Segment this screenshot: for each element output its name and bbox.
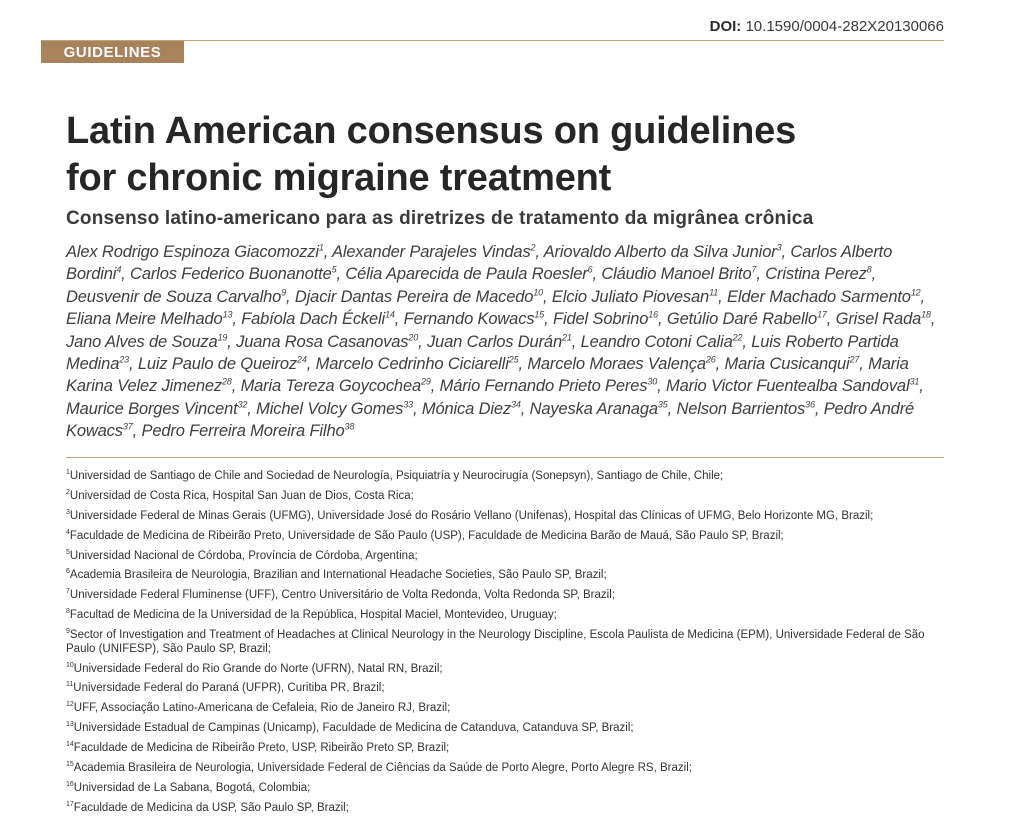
affiliation-text: Faculdade de Medicina da USP, São Paulo SP, Brazil; [73, 801, 349, 814]
author-affiliation-number: 28 [221, 376, 232, 387]
author [836, 310, 931, 328]
affiliation-number: 13 [66, 721, 74, 729]
author-affiliation-number: 6 [587, 264, 593, 275]
author-name: Alex Rodrigo Espinoza Giacomozzi [66, 243, 319, 261]
author [404, 310, 544, 328]
author-affiliation-number: 7 [751, 264, 757, 275]
affiliation-number: 7 [66, 588, 70, 596]
author [66, 243, 324, 261]
author-name: Alexander Parajeles Vindas [332, 243, 531, 261]
affiliation-item [66, 742, 946, 756]
author-affiliation-number: 20 [408, 332, 419, 343]
author [332, 243, 535, 261]
author [236, 333, 418, 351]
author-affiliation-number: 15 [534, 309, 545, 320]
author-affiliation-number: 8 [866, 264, 872, 275]
author [666, 377, 919, 395]
affiliation-text: Academia Brasileira de Neurologia, Brazilian and International Headache Societies, São Paulo SP, Brazil; [69, 569, 607, 582]
author-affiliation-number: 38 [344, 421, 355, 432]
author-affiliation-number: 24 [297, 354, 307, 365]
author-name: Juan Carlos Durán [426, 332, 562, 351]
author [530, 400, 668, 418]
affiliation-item [66, 550, 946, 564]
affiliation-item [66, 589, 946, 603]
affiliation-item [66, 663, 946, 677]
author-affiliation-number: 1 [318, 242, 324, 253]
author-affiliation-number: 26 [705, 354, 716, 365]
affiliation-text: Universidade Federal do Paraná (UFPR), Curitiba PR, Brazil; [73, 682, 385, 695]
affiliation-number: 8 [66, 608, 70, 616]
author-name: Djacir Dantas Pereira de Macedo [294, 287, 534, 306]
author [765, 265, 871, 283]
author [66, 288, 286, 306]
author-affiliation-number: 32 [237, 399, 248, 410]
affiliation-item [66, 530, 946, 544]
author-affiliation-number: 2 [530, 242, 536, 253]
author-name: Getúlio Daré Rabello [666, 310, 818, 329]
author-name: Fabíola Dach Éckeli [241, 310, 386, 329]
author-affiliation-number: 19 [217, 332, 228, 343]
affiliation-number: 6 [66, 568, 70, 576]
doi-value[interactable]: 10.1590/0004-282X20130066 [745, 18, 944, 35]
author [440, 377, 658, 395]
affiliation-list [66, 470, 946, 822]
affiliation-text: Faculdade de Medicina de Ribeirão Preto, Universidade de São Paulo (USP), Faculdade de Medicina Barão de Mauá, São Paulo SP, Brazil; [69, 529, 784, 542]
author-affiliation-number: 12 [910, 287, 921, 298]
author-affiliation-number: 14 [385, 309, 395, 320]
affiliation-item [66, 802, 946, 816]
affiliation-item [66, 490, 946, 504]
author-list: Alex Rodrigo Espinoza Giacomozzi$^1$, Alexander Parajeles Vindas$^2$, Ariovaldo Alberto da Silva Junior$^3$, Carlos Alberto Bordini$^4$, Carlos Federico Buonanotte$^5$, Célia Aparecida de Paula Roesler$^6$, Cláudio Manoel Brito$^7$, Cristina Perez$^8$, Deusvenir de Souza Carvalho$^9$, Djacir Dantas Pereira de Macedo$^{10}$, Elcio Juliato Piovesan$^{11}$, Elder Machado Sarmento$^{12}$, Eliana Meire Melhado$^{13}$, Fabíola Dach Éckeli$^{14}$, Fernando Kowacs$^{15}$, Fidel Sobrino$^{16}$, Getúlio Daré Rabello$^{17}$, Grisel Rada$^{18}$, Jano Alves de Souza$^{19}$, Juana Rosa Casanovas$^{20}$, Juan Carlos Durán$^{21}$, Leandro Cotoni Calia$^{22}$, Luis Roberto Partida Medina$^{23}$, Luiz Paulo de Queiroz$^{24}$, Marcelo Cedrinho Ciciarelli$^{25}$, Marcelo Moraes Valença$^{26}$, Maria Cusicanqui$^{27}$, Maria Karina Velez Jimenez$^{28}$, Maria Tereza Goycochea$^{29}$, Mário Fernando Prieto Peres$^{30}$, Mario Victor Fuentealba Sandoval$^{31}$, Maurice Borges Vincent$^{32}$, Michel Volcy Gomes$^{33}$, Mónica Diez$^{34}$, Nayeska Aranaga$^{35}$, Nelson Barrientos$^{36}$, Pedro André Kowacs$^{37}$, Pedro Ferreira Moreira Filho$^{38}$ [66, 242, 936, 441]
affiliation-number: 3 [66, 508, 70, 516]
affiliation-number: 4 [66, 528, 70, 536]
affiliation-number: 9 [66, 628, 70, 636]
author-name: Marcelo Moraes Valença [527, 355, 706, 374]
affiliation-number: 17 [66, 800, 74, 808]
author-affiliation-number: 23 [119, 354, 129, 365]
author-affiliation-number: 11 [709, 287, 719, 298]
doi-line [660, 18, 944, 35]
author-affiliation-number: 13 [222, 309, 233, 320]
affiliation-text: Facultad de Medicina de la Universidad de la República, Hospital Maciel, Montevideo, Uruguay; [69, 609, 557, 622]
author-name: Pedro André Kowacs [66, 399, 915, 441]
author-affiliation-number: 31 [909, 376, 920, 387]
affiliation-item [66, 629, 946, 656]
affiliation-number: 14 [66, 741, 74, 749]
author-affiliation-number: 37 [122, 421, 133, 432]
affiliation-item [66, 762, 946, 776]
author-name: Maria Cusicanqui [724, 355, 850, 374]
author-name: Michel Volcy Gomes [256, 399, 404, 418]
author-affiliation-number: 34 [510, 399, 521, 410]
author-name: Deusvenir de Souza Carvalho [66, 287, 282, 306]
author-name: Luis Roberto Partida Medina [66, 332, 899, 374]
author-name: Mónica Diez [421, 399, 511, 418]
author [141, 422, 354, 440]
author-name: Célia Aparecida de Paula Roesler [345, 265, 588, 284]
author-name: Carlos Alberto Bordini [66, 243, 893, 284]
author-affiliation-number: 35 [657, 399, 668, 410]
author-affiliation-number: 17 [817, 309, 827, 320]
author [295, 288, 543, 306]
affiliation-number: 5 [66, 548, 70, 556]
author-name: Elder Machado Sarmento [727, 287, 911, 306]
author [676, 400, 814, 418]
affiliation-text: UFF, Associação Latino-Americana de Cefaleia, Rio de Janeiro RJ, Brazil; [73, 702, 451, 715]
author-name: Mario Victor Fuentealba Sandoval [666, 377, 910, 396]
author-name: Cristina Perez [765, 265, 867, 284]
affiliation-rule [66, 457, 944, 458]
author [138, 355, 307, 373]
author-affiliation-number: 27 [849, 354, 860, 365]
author-name: Ariovaldo Alberto da Silva Junior [543, 243, 777, 261]
author-name: Maria Karina Velez Jimenez [66, 355, 909, 396]
affiliation-text: Universidade Federal do Rio Grande do Norte (UFRN), Natal RN, Brazil; [73, 662, 443, 675]
author-name: Nayeska Aranaga [529, 399, 658, 418]
author-affiliation-number: 29 [421, 376, 431, 387]
author-name: Fernando Kowacs [403, 310, 535, 329]
author [725, 355, 860, 373]
affiliation-item [66, 702, 946, 716]
affiliation-number: 15 [66, 761, 74, 769]
author-affiliation-number: 22 [732, 332, 743, 343]
author [601, 265, 756, 283]
author [581, 333, 743, 351]
author [66, 400, 247, 418]
title-line-1: Latin American consensus on guidelines [66, 110, 797, 152]
author [66, 333, 227, 351]
author-name: Maurice Borges Vincent [66, 399, 238, 418]
author-name: Mário Fernando Prieto Peres [439, 377, 648, 396]
affiliation-item [66, 609, 946, 623]
author-affiliation-number: 3 [776, 242, 782, 253]
affiliation-item [66, 510, 946, 524]
title-line-2: for chronic migraine treatment [66, 157, 612, 199]
article-title [66, 108, 946, 202]
author-affiliation-number: 16 [648, 309, 659, 320]
doi-label: DOI: [709, 18, 742, 35]
author-affiliation-number: 33 [403, 399, 413, 410]
author-affiliation-number: 21 [561, 332, 572, 343]
author-name: Marcelo Cedrinho Ciciarelli [315, 355, 509, 374]
author-name: Cláudio Manoel Brito [601, 265, 752, 284]
affiliation-number: 1 [66, 469, 70, 477]
affiliation-number: 11 [66, 681, 74, 689]
author-affiliation-number: 5 [331, 264, 337, 275]
author-name: Eliana Meire Melhado [66, 310, 223, 329]
author-affiliation-number: 10 [533, 287, 543, 298]
affiliation-item [66, 682, 946, 696]
author-name: Fidel Sobrino [553, 310, 649, 329]
affiliation-item [66, 782, 946, 796]
author [241, 377, 431, 395]
affiliation-text: Universidade Estadual de Campinas (Unicamp), Faculdade de Medicina de Catanduva, Catanduva SP, Brazil; [73, 722, 634, 735]
author-name: Pedro Ferreira Moreira Filho [141, 422, 345, 441]
affiliation-text: Academia Brasileira de Neurologia, Universidade Federal de Ciências da Saúde de Porto Alegre, Porto Alegre RS, Brazil; [73, 761, 692, 774]
author [552, 288, 718, 306]
author-name: Carlos Federico Buonanotte [130, 265, 332, 284]
affiliation-text: Universidad de La Sabana, Bogotá, Colombia; [73, 781, 311, 794]
author-name: Luiz Paulo de Queiroz [137, 355, 298, 374]
affiliation-text: Universidade Federal de Minas Gerais (UFMG), Universidade José do Rosário Vellano (Unifenas), Hospital das Clínicas of UFMG, Belo Horizonte MG, Brazil; [69, 509, 874, 522]
author [427, 333, 572, 351]
author-affiliation-number: 18 [921, 309, 931, 320]
affiliation-text: Faculdade de Medicina de Ribeirão Preto, USP, Ribeirão Preto SP, Brazil; [73, 742, 450, 755]
author-affiliation-number: 30 [647, 376, 658, 387]
author [256, 400, 413, 418]
author [667, 310, 827, 328]
affiliation-text: Universidad de Santiago de Chile and Sociedad de Neurología, Psiquiatría y Neurocirugía (Sonepsyn), Santiago de Chile, Chile; [69, 470, 724, 482]
affiliation-item [66, 722, 946, 736]
author [553, 310, 658, 328]
affiliation-number: 16 [66, 781, 74, 789]
affiliation-number: 10 [66, 661, 74, 669]
affiliation-text: Universidade Federal Fluminense (UFF), Centro Universitário de Volta Redonda, Volta Redonda SP, Brazil; [69, 589, 615, 602]
author [727, 288, 921, 306]
affiliation-text: Universidad Nacional de Córdoba, Província de Córdoba, Argentina; [69, 549, 418, 562]
author [130, 265, 336, 283]
author-name: Jano Alves de Souza [66, 332, 218, 351]
author-name: Elcio Juliato Piovesan [551, 287, 710, 306]
author [527, 355, 715, 373]
affiliation-text: Universidad de Costa Rica, Hospital San Juan de Dios, Costa Rica; [69, 489, 414, 502]
author-affiliation-number: 36 [805, 399, 815, 410]
author [422, 400, 521, 418]
author [544, 243, 782, 261]
article-subtitle: Consenso latino-americano para as diretrizes de tratamento da migrânea crônica [66, 208, 814, 229]
author-name: Nelson Barrientos [676, 399, 806, 418]
author-name: Juana Rosa Casanovas [236, 332, 409, 351]
section-tag: GUIDELINES [41, 41, 184, 63]
author [316, 355, 519, 373]
author [241, 310, 395, 328]
author-affiliation-number: 4 [116, 264, 122, 275]
affiliation-text: Sector of Investigation and Treatment of Headaches at Clinical Neurology in the Neurology Discipline, Escola Paulista de Medicina (EPM), Universidade Federal de São Paulo (UNIFESP), São Paulo SP, Brazil; [66, 629, 925, 655]
author-name: Grisel Rada [835, 310, 922, 329]
author-name: Maria Tereza Goycochea [240, 377, 421, 396]
author-name: Leandro Cotoni Calia [580, 332, 733, 351]
author [345, 265, 592, 283]
affiliation-item [66, 470, 946, 484]
author-affiliation-number: 9 [281, 287, 287, 298]
affiliation-number: 2 [66, 489, 70, 497]
affiliation-number: 12 [66, 701, 74, 709]
author [66, 310, 232, 328]
author-affiliation-number: 25 [508, 354, 519, 365]
affiliation-item [66, 569, 946, 583]
